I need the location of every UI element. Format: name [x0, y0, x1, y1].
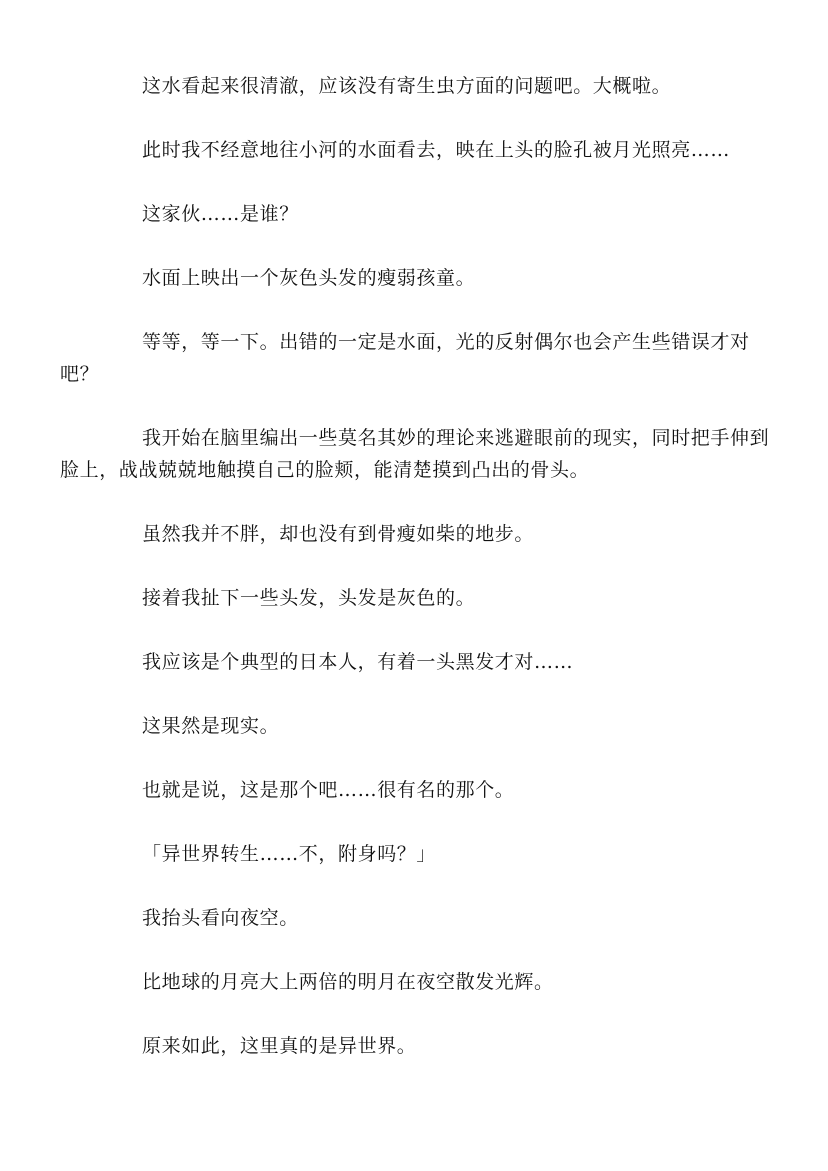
paragraph: 这家伙……是谁？: [142, 203, 299, 225]
paragraph: 我应该是个典型的日本人，有着一头黑发才对……: [142, 651, 574, 673]
paragraph: 此时我不经意地往小河的水面看去，映在上头的脸孔被月光照亮……: [142, 139, 731, 161]
paragraph: 「异世界转生……不，附身吗？」: [142, 843, 437, 865]
paragraph: 原来如此，这里真的是异世界。: [142, 1035, 417, 1057]
paragraph: 接着我扯下一些头发，头发是灰色的。: [142, 587, 476, 609]
document-page: [60, 70, 778, 1094]
paragraph: 也就是说，这是那个吧……很有名的那个。: [142, 779, 515, 801]
paragraph: 我抬头看向夜空。: [142, 907, 299, 929]
paragraph: 这水看起来很清澈，应该没有寄生虫方面的问题吧。大概啦。: [142, 75, 672, 97]
paragraph: 虽然我并不胖，却也没有到骨瘦如柴的地步。: [142, 523, 535, 545]
paragraph: 比地球的月亮大上两倍的明月在夜空散发光辉。: [142, 971, 554, 993]
paragraph: 我开始在脑里编出一些莫名其妙的理论来逃避眼前的现实，同时把手伸到脸上，战战兢兢地触摸自己的脸颊，能清楚摸到凸出的骨头。: [60, 427, 770, 481]
paragraph: 水面上映出一个灰色头发的瘦弱孩童。: [142, 267, 476, 289]
paragraph: 等等，等一下。出错的一定是水面，光的反射偶尔也会产生些错误才对吧？: [60, 331, 750, 385]
paragraph: 这果然是现实。: [142, 715, 280, 737]
